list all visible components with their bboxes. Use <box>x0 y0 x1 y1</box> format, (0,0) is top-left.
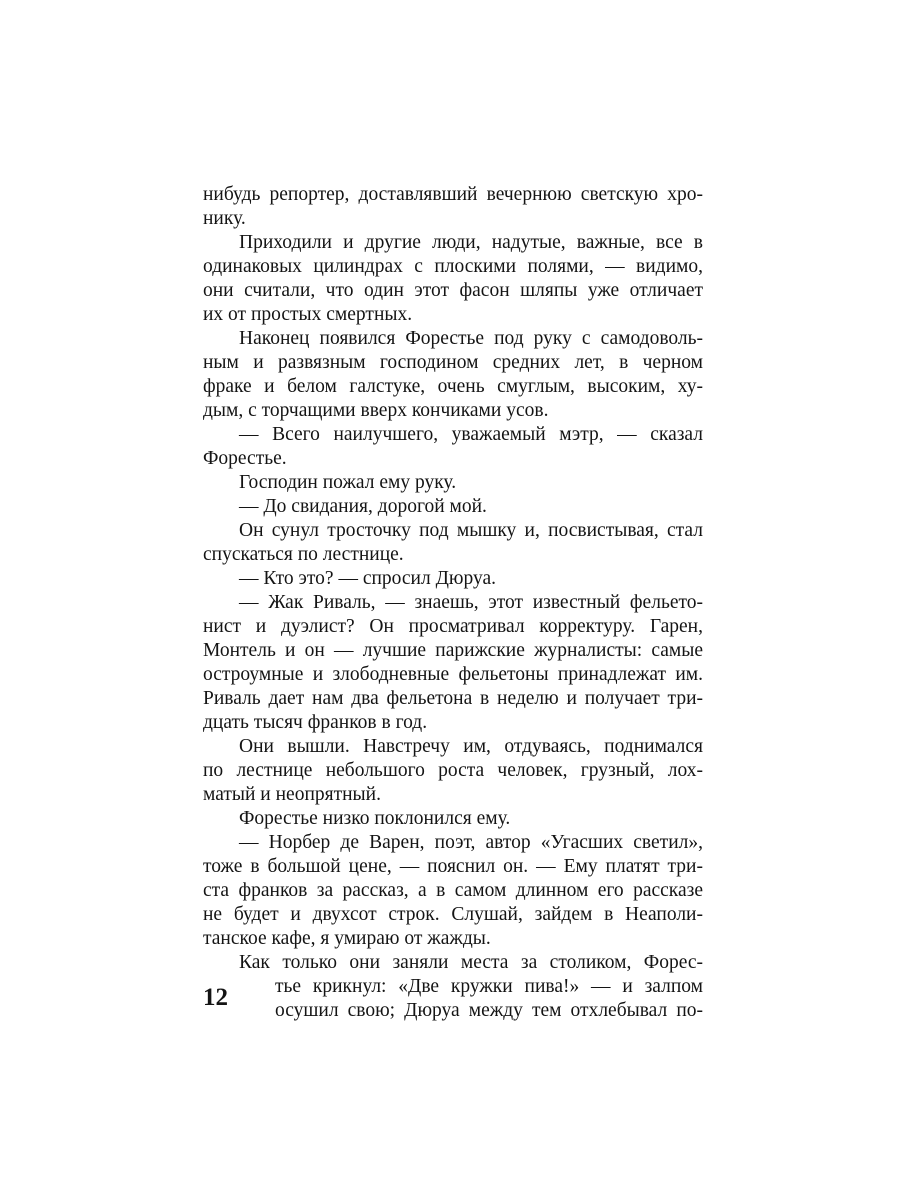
text-line: осушил свою; Дюруа между тем отхлебывал по- <box>275 1000 703 1021</box>
text-line: матый и неопрятный. <box>203 784 381 805</box>
text-line: тоже в большой цене, — пояснил он. — Ему платят три- <box>203 856 703 877</box>
text-line: нику. <box>203 208 246 229</box>
text-line: их от простых смертных. <box>203 304 413 325</box>
text-line: Приходили и другие люди, надутые, важные, все в <box>239 232 703 253</box>
text-line: — Всего наилучшего, уважаемый мэтр, — сказал <box>239 424 703 445</box>
text-line: — Норбер де Варен, поэт, автор «Угасших светил», <box>239 832 703 853</box>
text-line: — Кто это? — спросил Дюруа. <box>239 568 496 589</box>
text-line: они считали, что один этот фасон шляпы уже отличает <box>203 280 703 301</box>
text-line: танское кафе, я умираю от жажды. <box>203 928 491 949</box>
text-line: остроумные и злободневные фельетоны принадлежат им. <box>203 664 703 685</box>
text-line: Он сунул тросточку под мышку и, посвистывая, стал <box>239 520 703 541</box>
text-line: Монтель и он — лучшие парижские журналисты: самые <box>203 640 703 661</box>
text-line: тье крикнул: «Две кружки пива!» — и залпом <box>275 976 703 997</box>
text-line: нибудь репортер, доставлявший вечернюю светскую хро- <box>203 184 703 205</box>
text-line: не будет и двухсот строк. Слушай, зайдем в Неаполи- <box>203 904 703 925</box>
text-line: дым, с торчащими вверх кончиками усов. <box>203 400 549 421</box>
text-line: Они вышли. Навстречу им, отдуваясь, поднимался <box>239 736 703 757</box>
text-line: фраке и белом галстуке, очень смуглым, высоким, ху- <box>203 376 703 397</box>
text-line: Форестье. <box>203 448 287 469</box>
text-line: — Жак Риваль, — знаешь, этот известный фельето- <box>239 592 703 613</box>
text-line: ным и развязным господином средних лет, в черном <box>203 352 703 373</box>
text-line: — До свидания, дорогой мой. <box>239 496 487 517</box>
text-line: Риваль дает нам два фельетона в неделю и получает три- <box>203 688 703 709</box>
text-line: Наконец появился Форестье под руку с самодоволь- <box>239 328 703 349</box>
text-line: ста франков за рассказ, а в самом длинном его рассказе <box>203 880 703 901</box>
text-line: спускаться по лестнице. <box>203 544 404 565</box>
text-line: дцать тысяч франков в год. <box>203 712 428 733</box>
text-line: одинаковых цилиндрах с плоскими полями, — видимо, <box>203 256 703 277</box>
text-line: Как только они заняли места за столиком, Форес- <box>239 952 703 973</box>
page-number: 12 <box>203 984 228 1011</box>
text-line: Господин пожал ему руку. <box>239 472 457 493</box>
text-line: по лестнице небольшого роста человек, грузный, лох- <box>203 760 703 781</box>
text-line: нист и дуэлист? Он просматривал корректуру. Гарен, <box>203 616 703 637</box>
text-line: Форестье низко поклонился ему. <box>239 808 511 829</box>
